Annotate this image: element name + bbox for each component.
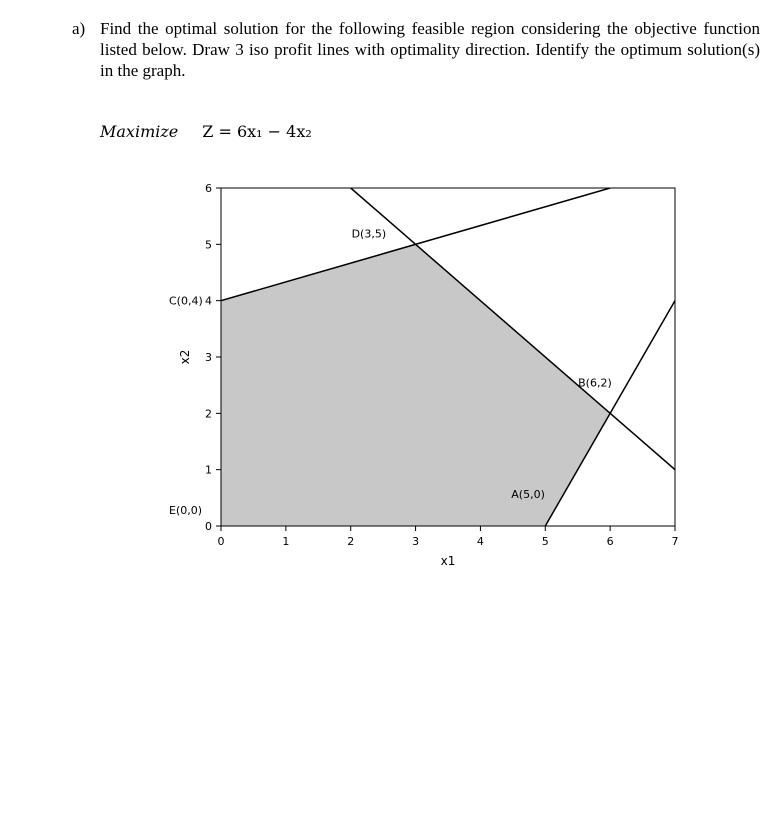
x-tick-label: 5 xyxy=(541,535,549,548)
x-tick-label: 1 xyxy=(282,535,290,548)
point-label: E(0,0) xyxy=(169,504,203,517)
y-tick-label: 5 xyxy=(205,238,212,252)
y-tick-label: 3 xyxy=(205,351,212,364)
point-label: D(3,5) xyxy=(351,227,387,241)
point-label: B(6,2) xyxy=(578,376,612,390)
x-tick-label: 0 xyxy=(217,535,225,548)
question-text: Find the optimal solution for the following feasible region considering the objective function listed below. Draw 3 iso profit lines with optimality direction. Identify the optimum solution(s) in the graph. xyxy=(100,19,760,80)
y-tick-label: 4 xyxy=(205,294,212,308)
x-tick-label: 6 xyxy=(606,535,614,548)
question-label: a) xyxy=(72,19,86,38)
y-axis-label: x2 xyxy=(178,349,192,365)
y-tick-label: 2 xyxy=(205,407,212,421)
feasible-region xyxy=(221,244,610,526)
objective-equation: Z = 6x₁ − 4x₂ xyxy=(202,122,312,141)
y-tick-label: 6 xyxy=(205,182,212,195)
point-label: A(5,0) xyxy=(511,488,545,501)
x-tick-label: 7 xyxy=(671,535,679,548)
x-tick-label: 2 xyxy=(347,535,355,548)
x-axis-label: x1 xyxy=(440,554,456,568)
y-tick-label: 1 xyxy=(205,463,212,477)
objective-label: Maximize xyxy=(100,122,179,141)
point-label: C(0,4) xyxy=(169,294,203,308)
x-tick-label: 4 xyxy=(476,535,484,548)
y-tick-label: 0 xyxy=(205,520,212,533)
x-tick-label: 3 xyxy=(412,535,420,548)
